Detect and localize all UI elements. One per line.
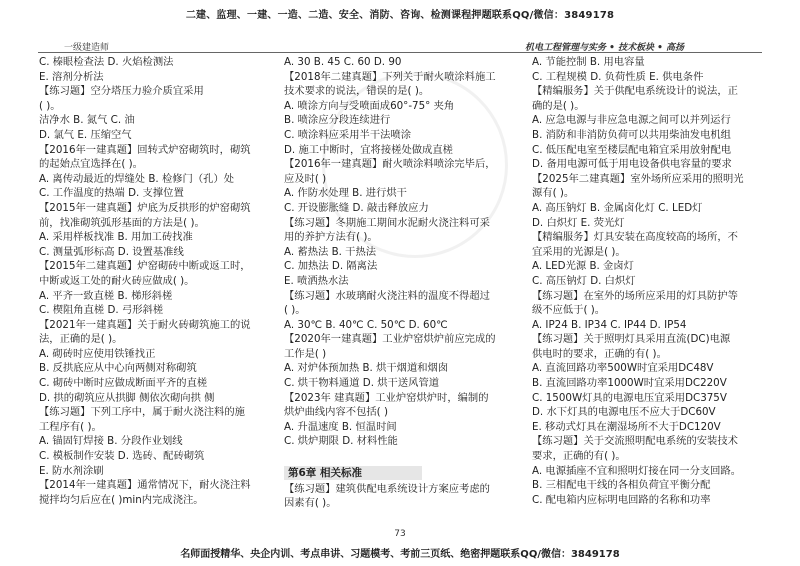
text-line: 中断或返工处的耐火砖应做成( )。 (39, 274, 195, 287)
text-line: D. 拱的砌筑应从拱脚 侧依次砌向拱 侧 (39, 391, 215, 404)
text-line: 【练习题】空分塔压力验介质宜采用 (39, 85, 204, 98)
text-line: 用的养护方法有( )。 (284, 231, 378, 244)
text-line: 【练习题】冬期施工期间水泥耐火浇注料可采 (284, 216, 490, 229)
text-line: C. 开设膨胀缝 D. 敲击释放应力 (284, 201, 429, 214)
text-line: A. 砌砖时应使用铁锤找正 (39, 347, 156, 360)
text-line: B. 喷涂应分段连续进行 (284, 114, 391, 127)
text-line: B. 直流回路功率1000W时宜采用DC220V (532, 377, 727, 390)
text-line: 工程序有( )。 (39, 420, 102, 433)
text-line: ( )。 (39, 99, 61, 112)
text-line: 【2015年一建真题】炉底为反拱形的炉窑砌筑 (39, 201, 251, 214)
text-line: 搅拌均匀后应在( )min内完成浇注。 (39, 493, 204, 506)
text-line: C. 低压配电室至楼层配电箱宜采用放射配电 (532, 143, 732, 156)
text-line: E. 防水剂涂刷 (39, 464, 104, 477)
text-line: E. 溶剂分析法 (39, 70, 104, 83)
text-line: ( )。 (284, 304, 306, 317)
text-line: 法，正确的是( )。 (39, 333, 123, 346)
running-header-right: 机电工程管理与实务 • 技术板块 • 高扬 (525, 43, 685, 53)
bottom-contact-banner: 名师面授精华、央企内训、考点串讲、习题模考、考前三页纸、绝密押题联系QQ/微信：3849178 (180, 549, 620, 560)
text-line: A. 喷涂方向与受喷面成60°-75° 夹角 (284, 99, 455, 112)
text-line: 【练习题】水玻璃耐火浇注料的温度不得超过 (284, 289, 490, 302)
text-line: 级不应低于( )。 (532, 304, 606, 317)
text-line: 烘炉曲线内容不包括( ) (284, 406, 388, 419)
text-line: 应及时( ) (284, 172, 327, 185)
text-line: D. 水下灯具的电源电压不应大于DC60V (532, 406, 716, 419)
text-line: 【精编服务】灯具安装在高度较高的场所，不 (532, 231, 738, 244)
text-line: 前，找准砌筑弧形基面的方法是( )。 (39, 216, 205, 229)
text-line: C. 喷涂料应采用半干法喷涂 (284, 128, 412, 141)
text-line: A. IP24 B. IP34 C. IP44 D. IP54 (532, 318, 687, 331)
text-line: A. 应急电源与非应急电源之间可以并列运行 (532, 114, 731, 127)
text-line: C. 榛眼检查法 D. 火焰检测法 (39, 56, 174, 68)
text-line: C. 配电箱内应标明电回路的名称和功率 (532, 493, 711, 506)
text-line: C. 工作温度的热端 D. 支撑位置 (39, 187, 184, 200)
text-line: A. 高压钠灯 B. 金属卤化灯 C. LED灯 (532, 201, 703, 214)
text-line: A. 节能控制 B. 用电容量 (532, 56, 645, 68)
text-line: C. 加热法 D. 隔离法 (284, 260, 378, 273)
text-column-2 (284, 55, 528, 520)
chapter-heading: 第6章 相关标准 (284, 466, 422, 480)
text-line: 的起始点宜选择在( )。 (39, 158, 143, 171)
text-line: D. 白炽灯 E. 荧光灯 (532, 216, 625, 229)
text-line: 【练习题】下列工序中，属于耐火浇注料的施 (39, 406, 245, 419)
text-line: E. 喷洒热水法 (284, 274, 349, 287)
text-line: A. 平齐一致直槎 B. 梯形斜槎 (39, 289, 173, 302)
top-contact-banner: 二建、监理、一建、一造、二造、安全、消防、咨询、检测课程押题联系QQ/微信：3849178 (185, 10, 615, 21)
text-line: 源有( )。 (532, 187, 575, 200)
text-line: 【2023年 建真题】工业炉窑烘炉时，编制的 (284, 391, 489, 404)
text-line: 【2020年一建真题】工业炉窑烘炉前应完成的 (284, 333, 496, 346)
text-line: 工作是( ) (284, 347, 327, 360)
text-line: D. 施工中断时，宜将接槎处做成直槎 (284, 143, 453, 156)
text-line: A. 采用样板找准 B. 用加工砖找准 (39, 231, 193, 244)
text-line: C. 砌砖中断时应做成断面平齐的直槎 (39, 377, 208, 390)
text-line: 确的是( )。 (532, 99, 585, 112)
text-line: A. 离传动最近的焊缝处 B. 检修门（孔）处 (39, 172, 235, 185)
text-line: C. 模板制作安装 D. 选砖、配砖砌筑 (39, 450, 205, 463)
text-line: 【2014年一建真题】通常情况下，耐火浇注料 (39, 479, 251, 492)
text-line: 技术要求的说法，错误的是( )。 (284, 85, 430, 98)
running-header-left: 一级建造师 (64, 43, 110, 53)
text-line: C. 烘炉期限 D. 材料性能 (284, 435, 398, 448)
text-line: A. 电源插座不宜和照明灯接在同一分支回路。 (532, 464, 742, 477)
text-line (284, 449, 528, 464)
text-line: A. 蓄热法 B. 干热法 (284, 245, 377, 258)
text-line: B. 消防和非消防负荷可以共用柴油发电机组 (532, 128, 731, 141)
text-line: 【练习题】在室外的场所应采用的灯具防护等 (532, 289, 738, 302)
text-line: 【练习题】建筑供配电系统设计方案应考虑的 (284, 482, 490, 495)
text-line: 【2016年一建真题】耐火喷涂料喷涂完毕后， (284, 158, 496, 171)
text-line: 【2015年二建真题】炉窑砌砖中断或返工时， (39, 260, 251, 273)
text-line: 【精编服务】关于供配电系统设计的说法，正 (532, 85, 738, 98)
text-line: 【2025年二建真题】室外场所应采用的照明光 (532, 172, 744, 185)
text-line: C. 烘干物料通道 D. 烘干送风管道 (284, 377, 440, 390)
text-line: C. 测量弧形标高 D. 设置基准线 (39, 245, 184, 258)
text-line: B. 反拱底应从中心向两侧对称砌筑 (39, 362, 197, 375)
text-line: 要求，正确的有( )。 (532, 450, 626, 463)
text-line: 宜采用的光源是( )。 (532, 245, 626, 258)
text-line: 【练习题】关于交流照明配电系统的安装技术 (532, 435, 738, 448)
text-line: C. 高压钠灯 D. 白炽灯 (532, 274, 636, 287)
text-line: 【2021年一建真题】关于耐火砖砌筑施工的说 (39, 318, 251, 331)
text-line: D. 氯气 E. 压缩空气 (39, 128, 132, 141)
text-line: A. 对炉体预加热 B. 烘干烟道和烟囱 (284, 362, 449, 375)
text-line (284, 466, 528, 482)
text-column-1 (39, 55, 277, 520)
text-line: A. 30℃ B. 40℃ C. 50℃ D. 60℃ (284, 318, 448, 331)
text-line: A. 30 B. 45 C. 60 D. 90 (284, 56, 402, 68)
text-line: A. LED光源 B. 金卤灯 (532, 260, 634, 273)
text-line: 洁净水 B. 氮气 C. 油 (39, 114, 135, 127)
text-line: 供电时的要求，正确的有( )。 (532, 347, 667, 360)
text-line: A. 锚固钉焊接 B. 分段作业划线 (39, 435, 183, 448)
text-line: C. 楔阻角直槎 D. 弓形斜槎 (39, 304, 164, 317)
text-line: D. 备用电源可低于用电设备供电容量的要求 (532, 158, 732, 171)
text-line: 【2018年二建真题】下列关于耐火喷涂料施工 (284, 70, 496, 83)
text-line: C. 工程规模 D. 负荷性质 E. 供电条件 (532, 70, 704, 83)
text-line: 【练习题】关于照明灯具采用直流(DC)电源 (532, 333, 731, 346)
page-number: 73 (394, 529, 406, 539)
text-column-3 (532, 55, 764, 520)
header-divider (38, 52, 762, 53)
text-line: A. 升温速度 B. 恒温时间 (284, 420, 397, 433)
text-line: E. 移动式灯具在潮湿场所不大于DC120V (532, 420, 721, 433)
text-line: C. 1500W灯具的电源电压宜采用DC375V (532, 391, 727, 404)
text-line: 因素有( )。 (284, 497, 337, 510)
text-line: B. 三相配电干线的各相负荷宜平衡分配 (532, 479, 711, 492)
text-line: A. 直流回路功率500W时宜采用DC48V (532, 362, 714, 375)
text-line: 【2016年一建真题】回转式炉窑砌筑时，砌筑 (39, 143, 251, 156)
text-line: A. 作防水处理 B. 进行烘干 (284, 187, 407, 200)
